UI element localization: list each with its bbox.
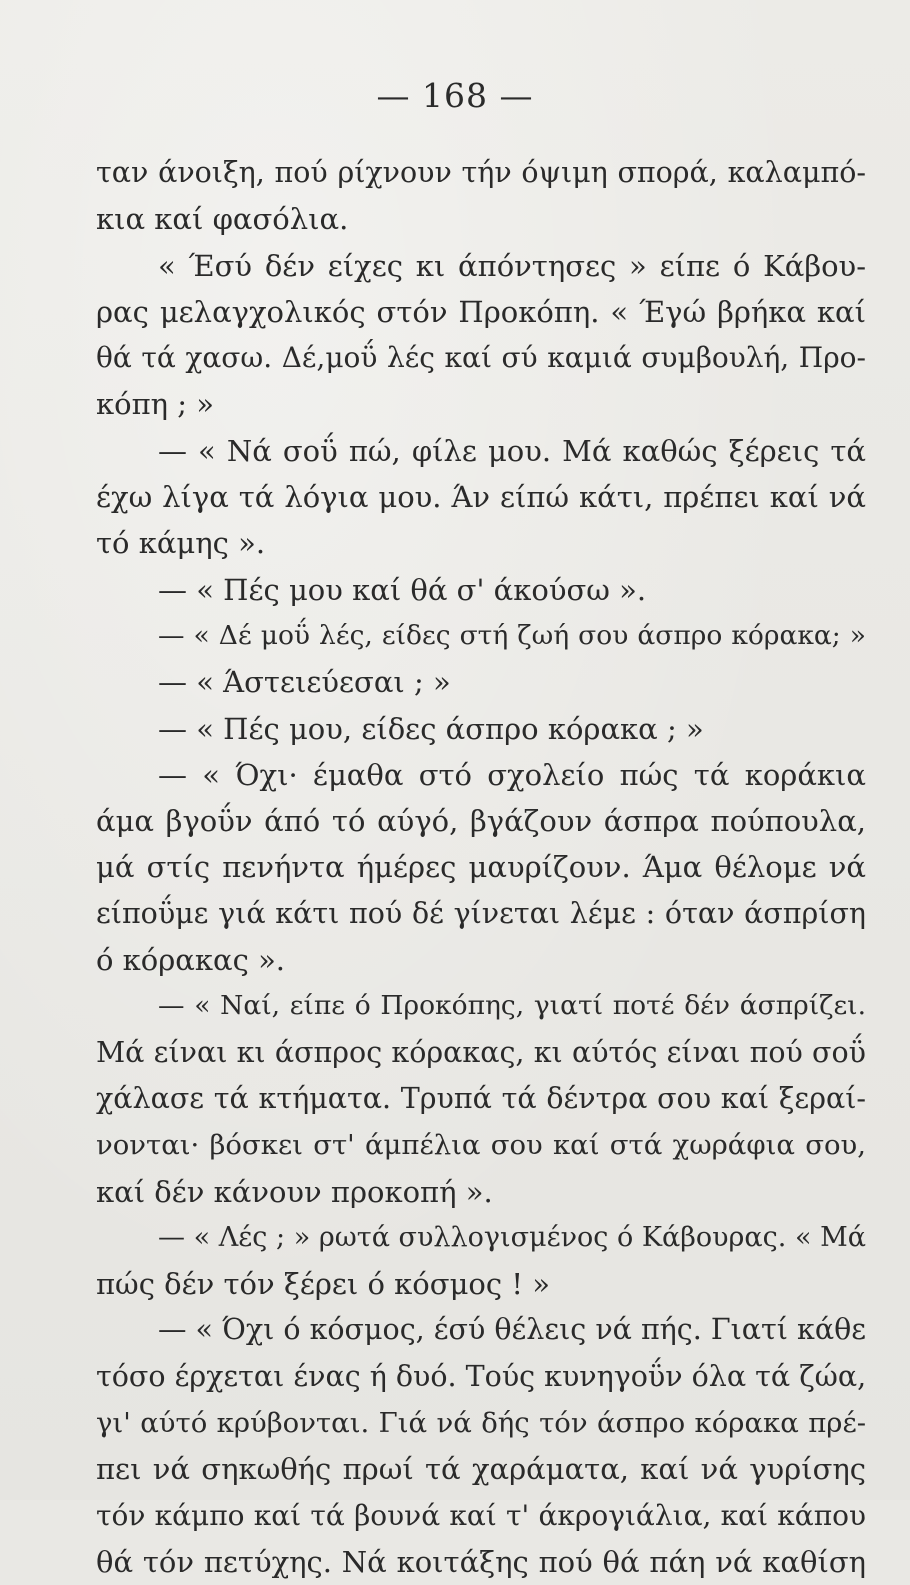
text-line: — « Όχι· έμαθα στό σχολείο πώς τά κοράκια xyxy=(158,757,866,792)
text-line: — « Άστειεύεσαι ; » xyxy=(158,665,451,700)
text-line: καί δέν κάνουν προκοπή ». xyxy=(96,1174,493,1209)
text-line: νονται· βόσκει στ' άμπέλια σου καί στά χωράφια σου, xyxy=(96,1129,866,1162)
text-line: « Έσύ δέν είχες κι άπόντησες » είπε ό Κάβου- xyxy=(158,248,866,283)
text-line: — « Ναί, είπε ό Προκόπης, γιατί ποτέ δέν άσπρίζει. xyxy=(158,990,866,1022)
text-line: ρας μελαγχολικός στόν Προκόπη. « Έγώ βρήκα καί xyxy=(96,294,866,329)
page-number: — 168 — xyxy=(376,76,534,115)
text-line: μά στίς πενήντα ήμέρες μαυρίζουν. Άμα θέλομε νά xyxy=(96,850,866,885)
text-line: ταν άνοιξη, πού ρίχνουν τήν όψιμη σπορά, καλαμπό- xyxy=(96,156,866,189)
text-line: — « Λές ; » ρωτά συλλογισμένος ό Κάβουρας. « Μά xyxy=(158,1221,866,1253)
text-line: κια καί φασόλια. xyxy=(96,202,349,237)
text-line: — « Όχι ό κόσμος, έσύ θέλεις νά πής. Γιατί κάθε xyxy=(158,1313,866,1347)
text-line: θά τόν πετύχης. Νά κοιτάξης πού θά πάη νά καθίση xyxy=(96,1544,866,1579)
text-line: γι' αύτό κρύβονται. Γιά νά δής τόν άσπρο κόρακα πρέ- xyxy=(96,1407,866,1440)
text-line: ό κόρακας ». xyxy=(96,943,286,978)
text-line: χάλασε τά κτήματα. Τρυπά τά δέντρα σου καί ξεραί- xyxy=(96,1081,866,1115)
text-line: πώς δέν τόν ξέρει ό κόσμος ! » xyxy=(96,1267,550,1302)
text-line: άμα βγοΰν άπό τό αύγό, βγάζουν άσπρα πούπουλα, xyxy=(96,804,866,839)
text-line: — « Πές μου καί θά σ' άκούσω ». xyxy=(158,572,647,607)
text-line: — « Δέ μοΰ λές, είδες στή ζωή σου άσπρο κόρακα; » xyxy=(158,619,866,651)
text-line: έχω λίγα τά λόγια μου. Άν είπώ κάτι, πρέπει καί νά xyxy=(96,480,866,515)
text-line: τόν κάμπο καί τά βουνά καί τ' άκρογιάλια, καί κάπου xyxy=(96,1498,866,1532)
text-line: Μά είναι κι άσπρος κόρακας, κι αύτός είναι πού σοΰ xyxy=(96,1035,866,1069)
text-line: τό κάμης ». xyxy=(96,526,266,561)
text-line: — « Πές μου, είδες άσπρο κόρακα ; » xyxy=(158,711,704,746)
text-line: τόσο έρχεται ένας ή δυό. Τούς κυνηγοΰν όλα τά ζώα, xyxy=(96,1359,866,1393)
text-line: θά τά χασω. Δέ,μοΰ λές καί σύ καμιά συμβουλή, Προ- xyxy=(96,341,866,375)
text-line: πει νά σηκωθής πρωί τά χαράματα, καί νά γυρίσης xyxy=(96,1452,866,1487)
text-line: κόπη ; » xyxy=(96,387,214,422)
text-line: — « Νά σοΰ πώ, φίλε μου. Μά καθώς ξέρεις τά xyxy=(158,433,866,468)
page-body-text xyxy=(96,150,866,1585)
text-line: είποΰμε γιά κάτι πού δέ γίνεται λέμε : όταν άσπρίση xyxy=(96,896,866,930)
